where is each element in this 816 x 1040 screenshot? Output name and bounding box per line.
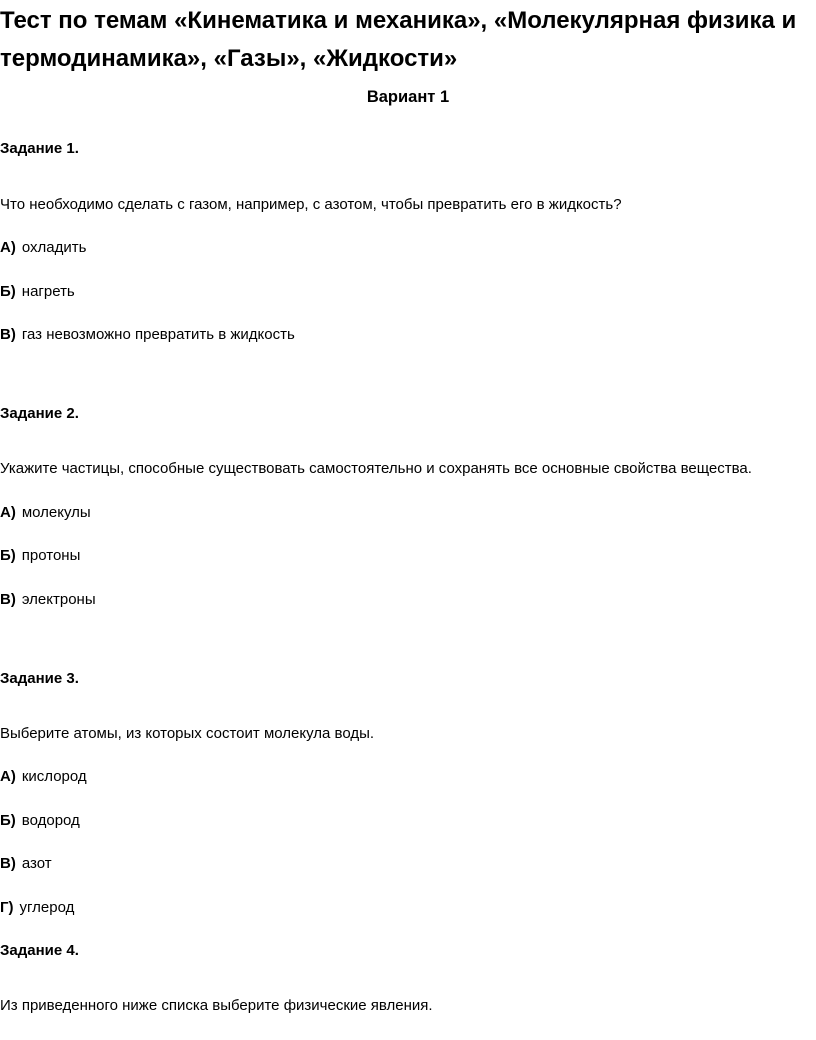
option-letter: В) [0,326,16,343]
task-2-option-c [0,591,96,608]
task-3-option-a [0,768,87,785]
document-title: Тест по темам «Кинематика и механика», «Молекулярная физика и термодинамика», «Газы», «Жидкости» [0,7,797,72]
task-1-option-c [0,326,295,343]
option-letter: А) [0,239,16,256]
option-text: углерод [19,899,75,916]
option-text: газ невозможно превратить в жидкость [21,326,295,343]
option-text: азот [21,855,52,872]
option-letter: Б) [0,547,16,564]
option-text: молекулы [21,504,91,521]
task-2-option-b [0,547,80,564]
option-text: нагреть [21,283,75,300]
task-1-option-a [0,239,86,256]
option-text: водород [21,812,80,829]
option-letter: А) [0,504,16,521]
task-3-question: Выберите атомы, из которых состоит молекула воды. [0,725,375,742]
task-4-question: Из приведенного ниже списка выберите физические явления. [0,997,433,1014]
task-1-title: Задание 1. [0,140,79,157]
option-letter: Г) [0,899,14,916]
task-1-option-b [0,283,75,300]
option-letter: В) [0,591,16,608]
task-3-option-b [0,812,80,829]
task-1-question: Что необходимо сделать с газом, например, с азотом, чтобы превратить его в жидкость? [0,196,622,213]
task-3-option-c [0,855,52,872]
task-4-title: Задание 4. [0,942,79,959]
task-2-option-a [0,504,91,521]
option-letter: А) [0,768,16,785]
option-text: электроны [21,591,96,608]
variant-label: Вариант 1 [366,88,450,106]
task-3-title: Задание 3. [0,670,79,687]
task-2-question: Укажите частицы, способные существовать самостоятельно и сохранять все основные свойства вещества. [0,460,752,477]
task-2-title: Задание 2. [0,405,79,422]
option-text: охладить [21,239,87,256]
option-text: кислород [21,768,87,785]
option-text: протоны [21,547,81,564]
task-3-option-d [0,899,74,916]
option-letter: Б) [0,283,16,300]
variant-heading [0,88,816,107]
option-letter: В) [0,855,16,872]
option-letter: Б) [0,812,16,829]
